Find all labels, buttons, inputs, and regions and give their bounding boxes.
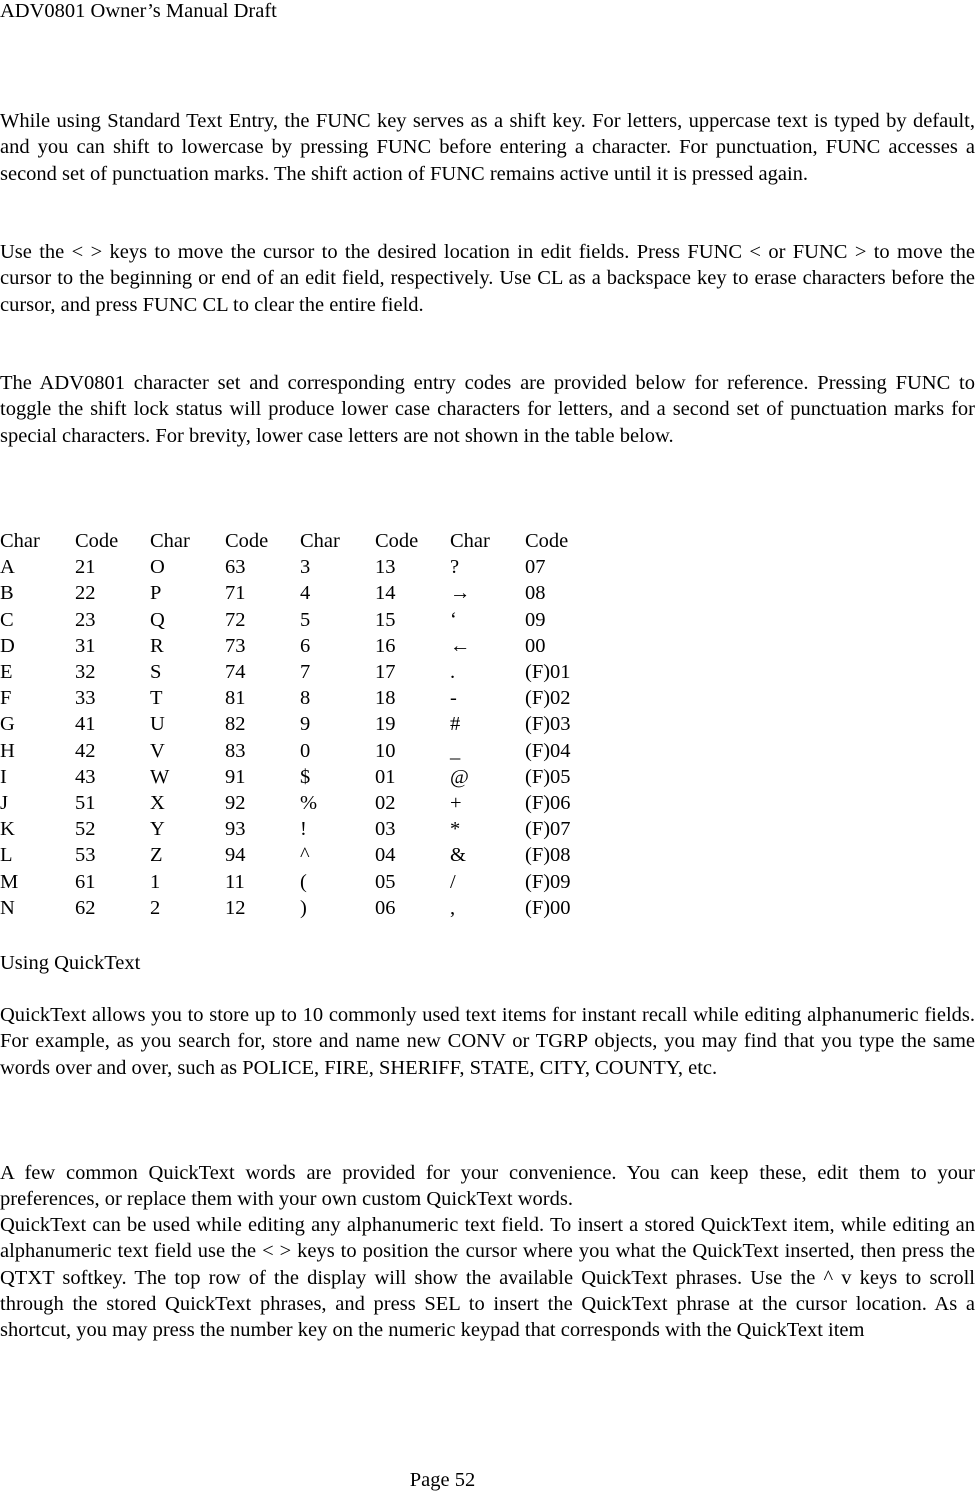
code-cell: 11	[225, 870, 245, 893]
char-cell: ^	[300, 844, 310, 867]
code-column-header: Code	[75, 530, 119, 552]
char-cell: 9	[300, 713, 311, 736]
code-cell: 61	[75, 870, 96, 893]
code-cell: 51	[75, 792, 96, 815]
char-cell: U	[150, 713, 165, 736]
code-cell: 13	[375, 556, 396, 579]
code-cell: 91	[225, 765, 246, 788]
char-cell: N	[0, 896, 15, 919]
char-cell: G	[0, 713, 15, 736]
code-cell: (F)00	[525, 896, 571, 919]
char-cell: 6	[300, 634, 311, 657]
code-cell: 52	[75, 818, 96, 841]
char-cell: A	[0, 556, 15, 579]
code-cell: 10	[375, 739, 396, 762]
paragraph-quicktext-usage: QuickText can be used while editing any alphanumeric text field. To insert a stored QuickText item, while editing an alphanumeric text field use the < > keys to position the cursor where you what the QuickText inserted, then press the QTXT softkey. The top row of the display will show the available QuickText phrases. Use the ^ v keys to scroll through the stored QuickText phrases, and press SEL to insert the QuickText phrase at the cursor location. As a shortcut, you may press the number key on the numeric keypad that corresponds with the QuickText item	[0, 1214, 975, 1342]
char-cell: (	[300, 870, 307, 893]
code-cell: (F)05	[525, 765, 571, 788]
code-cell: 05	[375, 870, 396, 893]
char-cell: +	[450, 792, 462, 815]
table-header-row	[0, 528, 600, 554]
code-cell: 12	[225, 896, 246, 919]
code-cell: 07	[525, 556, 546, 579]
code-cell: 93	[225, 818, 246, 841]
table-row	[0, 816, 600, 842]
code-cell: (F)03	[525, 713, 571, 736]
code-cell: 83	[225, 739, 246, 762]
code-cell: (F)09	[525, 870, 571, 893]
char-cell: 0	[300, 739, 311, 762]
code-cell: 17	[375, 661, 396, 684]
table-row	[0, 685, 600, 711]
char-cell: -	[450, 687, 457, 710]
char-cell: D	[0, 634, 15, 657]
code-cell: 02	[375, 792, 396, 815]
table-row	[0, 895, 600, 921]
table-row	[0, 738, 600, 764]
char-column-header: Char	[0, 530, 40, 552]
char-cell: X	[150, 792, 165, 815]
code-column-header: Code	[525, 530, 569, 552]
char-cell: M	[0, 870, 19, 893]
code-cell: 92	[225, 792, 246, 815]
paragraph-cursor-keys: Use the < > keys to move the cursor to the desired location in edit fields. Press FUNC < or FUNC > to move the cursor to the beginning or end of an edit field, respectively. Use CL as a backspace key to erase characters before the cursor, and press FUNC CL to clear the entire field.	[0, 241, 975, 316]
code-cell: 21	[75, 556, 96, 579]
table-row	[0, 607, 600, 633]
char-cell: H	[0, 739, 15, 762]
code-cell: 09	[525, 608, 546, 631]
code-cell: 42	[75, 739, 96, 762]
char-cell: ,	[450, 896, 456, 919]
code-cell: 71	[225, 582, 246, 605]
char-cell: B	[0, 582, 14, 605]
char-cell: 5	[300, 608, 311, 631]
code-cell: 04	[375, 844, 396, 867]
char-cell: %	[300, 792, 318, 815]
code-cell: 43	[75, 765, 96, 788]
char-cell: #	[450, 713, 461, 736]
char-cell: R	[150, 634, 164, 657]
char-cell: P	[150, 582, 162, 605]
char-cell: &	[450, 844, 466, 867]
paragraph-func-shift: While using Standard Text Entry, the FUNC key serves as a shift key. For letters, uppercase text is typed by default, and you can shift to lowercase by pressing FUNC before entering a character. For punctuation, FUNC accesses a second set of punctuation marks. The shift action of FUNC remains active until it is pressed again.	[0, 110, 975, 185]
char-cell: W	[150, 765, 170, 788]
code-cell: 14	[375, 582, 396, 605]
paragraph-quicktext-intro: QuickText allows you to store up to 10 commonly used text items for instant recall while editing alphanumeric fields. For example, as you search for, store and name new CONV or TGRP objects, you may find that you type the same words over and over, such as POLICE, FIRE, SHERIFF, STATE, CITY, COUNTY, etc.	[0, 1004, 975, 1079]
code-cell: 15	[375, 608, 396, 631]
char-cell: E	[0, 661, 13, 684]
section-heading-quicktext: Using QuickText	[0, 952, 141, 974]
char-cell: @	[450, 765, 469, 788]
page-number: Page 52	[409, 1469, 476, 1491]
table-body	[0, 554, 600, 921]
code-cell: 62	[75, 896, 96, 919]
char-cell: J	[0, 792, 8, 815]
char-cell: !	[300, 818, 307, 841]
char-cell: 2	[150, 896, 161, 919]
paragraph-character-set: The ADV0801 character set and corresponding entry codes are provided below for reference. Pressing FUNC to toggle the shift lock status will produce lower case characters for letters, and a second set of punctuation marks for special characters. For brevity, lower case letters are not shown in the table below.	[0, 372, 975, 447]
code-column-header: Code	[225, 530, 269, 552]
table-row	[0, 711, 600, 737]
code-cell: (F)07	[525, 818, 571, 841]
char-cell: _	[450, 739, 461, 762]
code-cell: 94	[225, 844, 246, 867]
char-cell: V	[150, 739, 165, 762]
table-row	[0, 633, 600, 659]
char-cell: S	[150, 661, 162, 684]
code-cell: (F)02	[525, 687, 571, 710]
char-cell: 8	[300, 687, 311, 710]
char-cell: →	[450, 582, 471, 605]
table-row	[0, 790, 600, 816]
char-cell: Z	[150, 844, 163, 867]
running-header: ADV0801 Owner’s Manual Draft	[0, 0, 277, 22]
code-cell: 53	[75, 844, 96, 867]
code-cell: (F)04	[525, 739, 571, 762]
char-cell: 3	[300, 556, 311, 579]
char-cell: Q	[150, 608, 165, 631]
table-row	[0, 580, 600, 606]
code-cell: (F)01	[525, 661, 571, 684]
code-cell: 73	[225, 634, 246, 657]
table-row	[0, 764, 600, 790]
table-row	[0, 659, 600, 685]
char-cell: *	[450, 818, 461, 841]
char-cell: ‘	[450, 608, 457, 631]
char-cell: ←	[450, 634, 471, 657]
char-cell: $	[300, 765, 311, 788]
table-row	[0, 869, 600, 895]
code-cell: 33	[75, 687, 96, 710]
code-cell: 22	[75, 582, 96, 605]
char-cell: C	[0, 608, 14, 631]
code-cell: (F)08	[525, 844, 571, 867]
char-column-header: Char	[300, 530, 340, 552]
char-column-header: Char	[450, 530, 490, 552]
char-cell: K	[0, 818, 15, 841]
char-cell: L	[0, 844, 13, 867]
char-cell: )	[300, 896, 307, 919]
char-cell: I	[0, 765, 7, 788]
char-cell: F	[0, 687, 12, 710]
character-code-table	[0, 528, 600, 921]
char-cell: /	[450, 870, 456, 893]
char-cell: T	[150, 687, 163, 710]
code-cell: 41	[75, 713, 96, 736]
code-cell: 08	[525, 582, 546, 605]
char-cell: .	[450, 661, 456, 684]
code-cell: 72	[225, 608, 246, 631]
code-column-header: Code	[375, 530, 419, 552]
code-cell: 16	[375, 634, 396, 657]
code-cell: 63	[225, 556, 246, 579]
table-row	[0, 554, 600, 580]
code-cell: 19	[375, 713, 396, 736]
code-cell: 18	[375, 687, 396, 710]
code-cell: 00	[525, 634, 546, 657]
char-cell: 7	[300, 661, 311, 684]
table-row	[0, 842, 600, 868]
code-cell: 06	[375, 896, 396, 919]
code-cell: 03	[375, 818, 396, 841]
code-cell: 82	[225, 713, 246, 736]
paragraph-quicktext-defaults: A few common QuickText words are provided for your convenience. You can keep these, edit them to your preferences, or replace them with your own custom QuickText words.	[0, 1162, 975, 1211]
char-cell: Y	[150, 818, 165, 841]
code-cell: 23	[75, 608, 96, 631]
code-cell: 32	[75, 661, 96, 684]
char-cell: ?	[450, 556, 460, 579]
char-column-header: Char	[150, 530, 190, 552]
code-cell: 01	[375, 765, 396, 788]
char-cell: O	[150, 556, 165, 579]
code-cell: 74	[225, 661, 246, 684]
code-cell: 81	[225, 687, 246, 710]
char-cell: 4	[300, 582, 311, 605]
code-cell: (F)06	[525, 792, 571, 815]
char-cell: 1	[150, 870, 161, 893]
code-cell: 31	[75, 634, 96, 657]
